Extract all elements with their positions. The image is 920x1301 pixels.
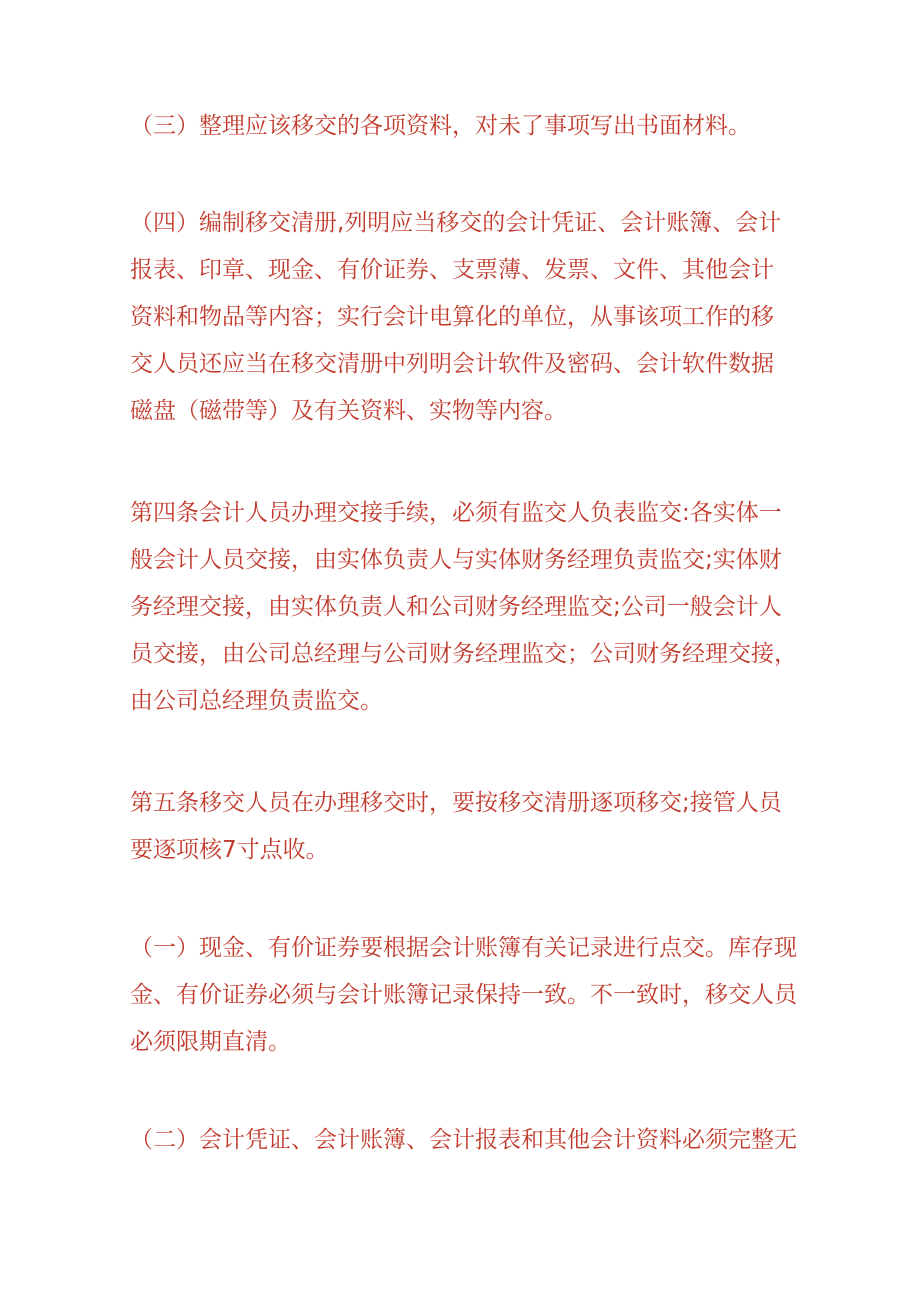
text-line: 必须限期直清。 xyxy=(130,1029,291,1055)
text-line: 第五条移交人员在办理移交时，要按移交清册逐项移交;接管人员 xyxy=(130,790,782,816)
text-line: 报表、印章、现金、有价证券、支票薄、发票、文件、其他会计 xyxy=(130,257,774,283)
text-line: 磁盘（磁带等）及有关资料、实物等内容。 xyxy=(130,398,567,424)
paragraph-article-4 xyxy=(130,490,798,725)
text-line: 务经理交接，由实体负责人和公司财务经理监交;公司一般会计人 xyxy=(130,594,782,620)
text-line: （一）现金、有价证券要根据会计账簿有关记录进行点交。库存现 xyxy=(130,935,797,961)
text-line: （三）整理应该移交的各项资料，对未了事项写出书面材料。 xyxy=(130,113,751,139)
paragraph-item-3 xyxy=(130,103,798,150)
text-line: 由公司总经理负责监交。 xyxy=(130,688,383,714)
text-line: 金、有价证券必须与会计账簿记录保持一致。不一致时，移交人员 xyxy=(130,982,797,1008)
text-line: （四）编制移交清册,列明应当移交的会计凭证、会计账簿、会计 xyxy=(130,210,782,236)
text-line: （二）会计凭证、会计账簿、会计报表和其他会计资料必须完整无 xyxy=(130,1127,797,1153)
paragraph-item-1 xyxy=(130,925,798,1066)
text-line: 第四条会计人员办理交接手续，必须有监交人负表监交:各实体一 xyxy=(130,500,782,526)
text-line: 要逐项核7寸点收。 xyxy=(130,837,329,863)
paragraph-article-5 xyxy=(130,780,798,874)
paragraph-item-4 xyxy=(130,200,798,435)
paragraph-item-2 xyxy=(130,1117,798,1164)
text-line: 资料和物品等内容；实行会计电算化的单位，从事该项工作的移 xyxy=(130,304,774,330)
text-line: 交人员还应当在移交清册中列明会计软件及密码、会计软件数据 xyxy=(130,351,774,377)
text-line: 般会计人员交接，由实体负责人与实体财务经理负责监交;实体财 xyxy=(130,547,782,573)
text-line: 员交接，由公司总经理与公司财务经理监交；公司财务经理交接， xyxy=(130,641,797,667)
